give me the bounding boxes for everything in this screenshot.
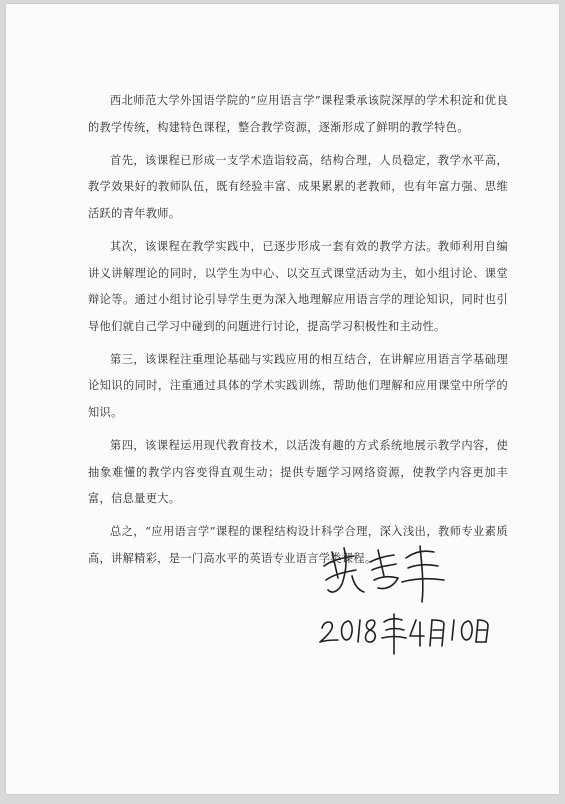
paragraph-fourth: 第四，该课程运用现代教育技术，以活泼有趣的方式系统地展示教学内容，使抽象难懂的教学内容变得直观生动；提供专题学习网络资源，使教学内容更加丰富，信息量更大。 <box>88 439 508 506</box>
signature-drawing <box>312 536 492 666</box>
paragraph-conclusion: 总之，“应用语言学”课程的课程结构设计科学合理，深入浅出，教师专业素质高，讲解精彩，是一门高水平的英语专业语言学类课程。 <box>88 525 508 565</box>
paragraph-second: 其次，该课程在教学实践中，已逐步形成一套有效的教学方法。教师利用自编讲义讲解理论的同时，以学生为中心、以交互式课堂活动为主，如小组讨论、课堂辩论等。通过小组讨论引导学生更为深入地理解应用语言学的理论知识，同时也引导他们就自己学习中碰到的问题进行讨论，提高学习积极性和主动性。 <box>88 239 508 333</box>
handwritten-signature <box>312 536 492 666</box>
paragraph-intro: 西北师范大学外国语学院的“应用语言学”课程秉承该院深厚的学术积淀和优良的教学传统，构建特色课程，整合教学资源，逐渐形成了鲜明的教学特色。 <box>88 94 508 134</box>
letter-body <box>88 88 508 579</box>
document-page <box>6 4 559 794</box>
paragraph-third: 第三，该课程注重理论基础与实践应用的相互结合，在讲解应用语言学基础理论知识的同时，注重通过具体的学术实践训练，帮助他们理解和应用课堂中所学的知识。 <box>88 352 508 420</box>
paragraph-first: 首先，该课程已形成一支学术造诣较高，结构合理，人员稳定，教学水平高，教学效果好的教师队伍，既有经验丰富、成果累累的老教师，也有年富力强、思维活跃的青年教师。 <box>88 153 508 220</box>
